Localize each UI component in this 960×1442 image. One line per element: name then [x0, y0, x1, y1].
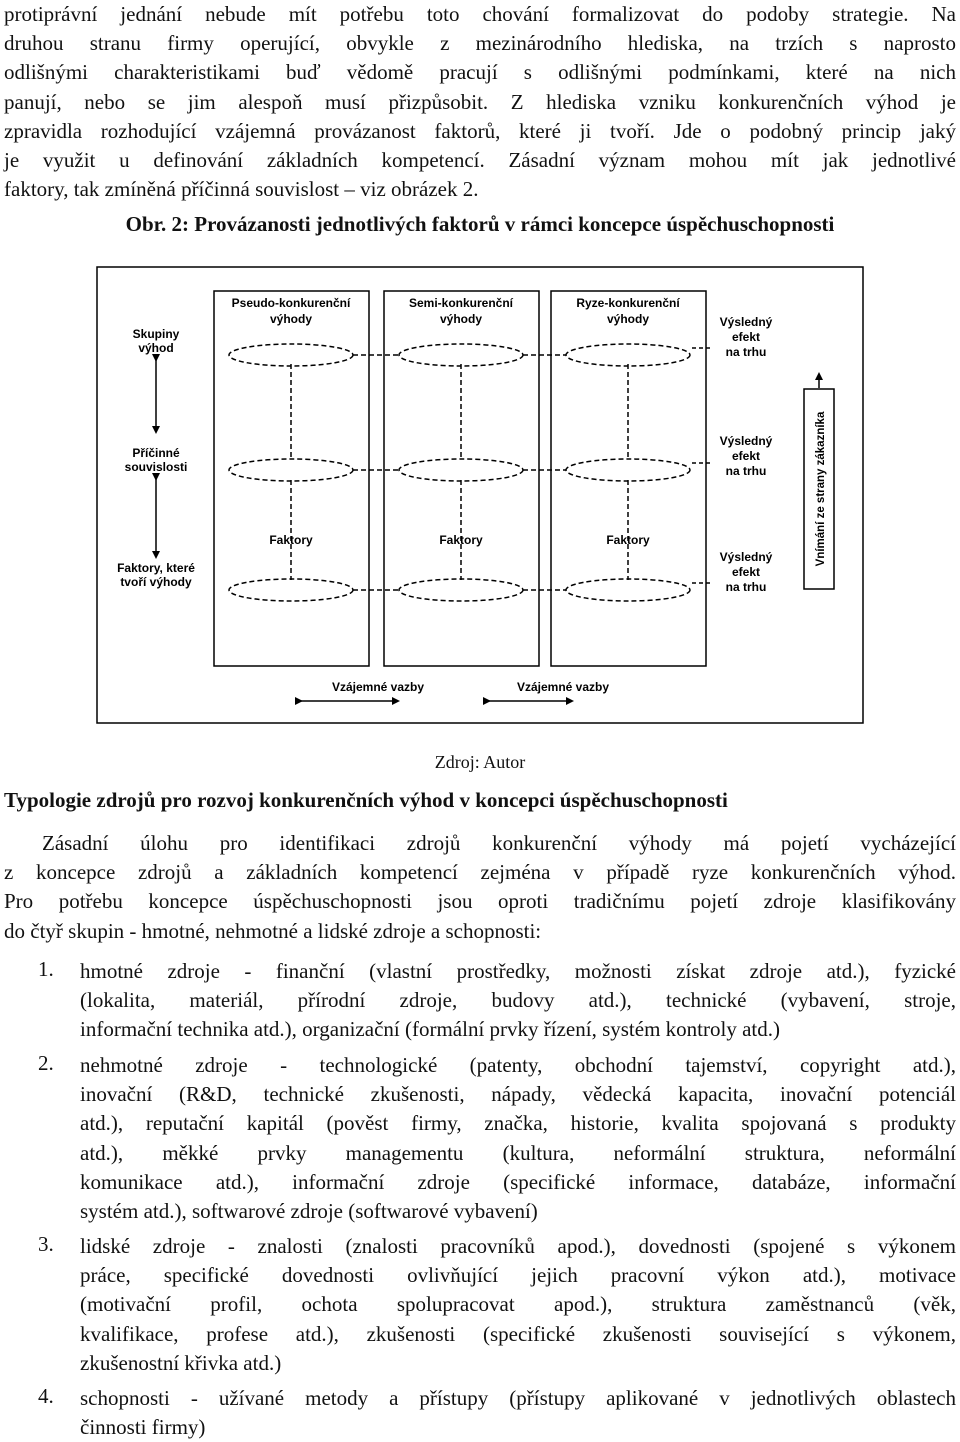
list-number: 3. — [38, 1232, 54, 1256]
svg-text:Semi-konkurenční: Semi-konkurenční — [408, 296, 514, 310]
svg-text:na trhu: na trhu — [725, 464, 767, 478]
list-text — [80, 1051, 956, 1226]
svg-text:Výsledný: Výsledný — [719, 434, 773, 448]
label-causal: souvislosti — [124, 460, 188, 474]
text-line: do čtyř skupin - hmotné, nehmotné a lidské zdroje a schopnosti: — [4, 918, 542, 943]
figure-diagram — [96, 264, 866, 726]
label-factors: Faktory, které — [117, 561, 195, 575]
customer-perception-box — [804, 374, 834, 589]
list-text — [80, 1232, 956, 1378]
mutual-links-label: Vzájemné vazby — [516, 680, 610, 694]
text-line: informační technika atd.), organizační (formální prvky řízení, systém kontroly atd.) — [80, 1017, 780, 1042]
figure-caption: Obr. 2: Provázanosti jednotlivých faktorů v rámci koncepce úspěchuschopnosti — [125, 212, 835, 236]
svg-text:Výsledný: Výsledný — [719, 550, 773, 564]
svg-text:Výsledný: Výsledný — [719, 315, 773, 329]
customer-perception-label: Vnímání ze strany zákazníka — [815, 411, 827, 567]
text-line: zpravidla rozhodující vzájemná provázanost faktorů, které ji tvoří. Jde o podobný princip jaký — [4, 118, 956, 143]
text-line: atd.), měkké prvky managementu (kultura, neformální struktura, neformální — [80, 1140, 956, 1165]
text-line: Zásadní úlohu pro identifikaci zdrojů konkurenční výhody má pojetí vycházející — [42, 831, 956, 855]
mutual-links-label: Vzájemné vazby — [331, 680, 425, 694]
list-text — [80, 1384, 956, 1442]
svg-text:Pseudo-konkurenční: Pseudo-konkurenční — [231, 296, 351, 310]
list-number: 2. — [38, 1051, 54, 1075]
list-number: 4. — [38, 1384, 54, 1408]
label-causal: Příčinné — [132, 446, 180, 460]
list-text — [80, 957, 956, 1045]
text-line: druhou stranu firmy operující, obvykle z mezinárodního hlediska, na trzích s naprosto — [4, 31, 956, 56]
text-line: komunikace atd.), informační zdroje (specifické informace, databáze, informační — [80, 1169, 956, 1194]
list-number: 1. — [38, 957, 54, 981]
text-line: (lokalita, materiál, přírodní zdroje, budovy atd.), technické (vybavení, stroje, — [80, 988, 956, 1013]
text-line: panují, nebo se jim alespoň musí přizpůsobit. Z hlediska vzniku konkurenčních výhod je — [4, 89, 956, 114]
figure-source: Zdroj: Autor — [434, 752, 526, 772]
svg-text:výhody: výhody — [606, 312, 650, 326]
text-line: (motivační profil, ochota spolupracovat apod.), struktura zaměstnanců (věk, — [80, 1292, 956, 1317]
section-paragraph — [4, 829, 956, 946]
text-line: odlišnými charakteristikami buď vědomě pracují s odlišnými podmínkami, které na nich — [4, 60, 956, 85]
text-line: nehmotné zdroje - technologické (patenty, obchodní tajemství, copyright atd.), — [80, 1053, 956, 1077]
label-groups: Skupiny — [132, 327, 180, 341]
svg-text:Ryze-konkurenční: Ryze-konkurenční — [576, 296, 680, 310]
svg-text:Faktory: Faktory — [439, 533, 483, 547]
text-line: práce, specifické dovednosti ovlivňující jejich pracovní výkon atd.), motivace — [80, 1263, 956, 1288]
svg-text:na trhu: na trhu — [725, 580, 767, 594]
label-groups: výhod — [138, 341, 174, 355]
text-line: zkušenostní křivka atd.) — [80, 1350, 282, 1375]
text-line: systém atd.), softwarové zdroje (softwarové vybavení) — [80, 1198, 538, 1223]
svg-text:efekt: efekt — [731, 330, 761, 344]
text-line: Pro potřebu koncepce úspěchuschopnosti jsou oproti tradičnímu pojetí zdroje klasifikovány — [4, 889, 956, 914]
text-line: hmotné zdroje - finanční (vlastní prostředky, možnosti získat zdroje atd.), fyzické — [80, 959, 956, 983]
text-line: kvalifikace, profese atd.), zkušenosti (specifické zkušenosti související s výkonem, — [80, 1321, 956, 1346]
text-line: inovační (R&D, technické zkušenosti, nápady, vědecká kapacita, inovační potenciál — [80, 1082, 956, 1107]
svg-text:výhody: výhody — [439, 312, 483, 326]
section-heading: Typologie zdrojů pro rozvoj konkurenčních výhod v koncepci úspěchuschopnosti — [4, 788, 728, 812]
text-line: z koncepce zdrojů a základních kompetencí zejména v případě ryze konkurenčních výhod. — [4, 860, 956, 885]
text-line: faktory, tak zmíněná příčinná souvislost – viz obrázek 2. — [4, 177, 479, 202]
text-line: je využit u definování základních kompetencí. Zásadní význam mohou mít jak jednotlivé — [4, 147, 956, 172]
svg-text:efekt: efekt — [731, 565, 761, 579]
text-line: činnosti firmy) — [80, 1415, 206, 1440]
text-line: lidské zdroje - znalosti (znalosti pracovníků apod.), dovednosti (spojené s výkonem — [80, 1234, 956, 1258]
svg-text:Faktory: Faktory — [606, 533, 650, 547]
svg-text:výhody: výhody — [269, 312, 313, 326]
text-line: schopnosti - užívané metody a přístupy (přístupy aplikované v jednotlivých oblastech — [80, 1386, 956, 1410]
svg-text:efekt: efekt — [731, 449, 761, 463]
svg-text:Faktory: Faktory — [269, 533, 313, 547]
text-line: atd.), reputační kapitál (pověst firmy, značka, historie, kvalita spojovaná s produkty — [80, 1111, 956, 1136]
intro-paragraph — [4, 0, 956, 204]
text-line: protiprávní jednání nebude mít potřebu toto chování formalizovat do podoby strategie. Na — [4, 2, 956, 26]
svg-text:na trhu: na trhu — [725, 345, 767, 359]
label-factors: tvoří výhody — [120, 575, 192, 589]
